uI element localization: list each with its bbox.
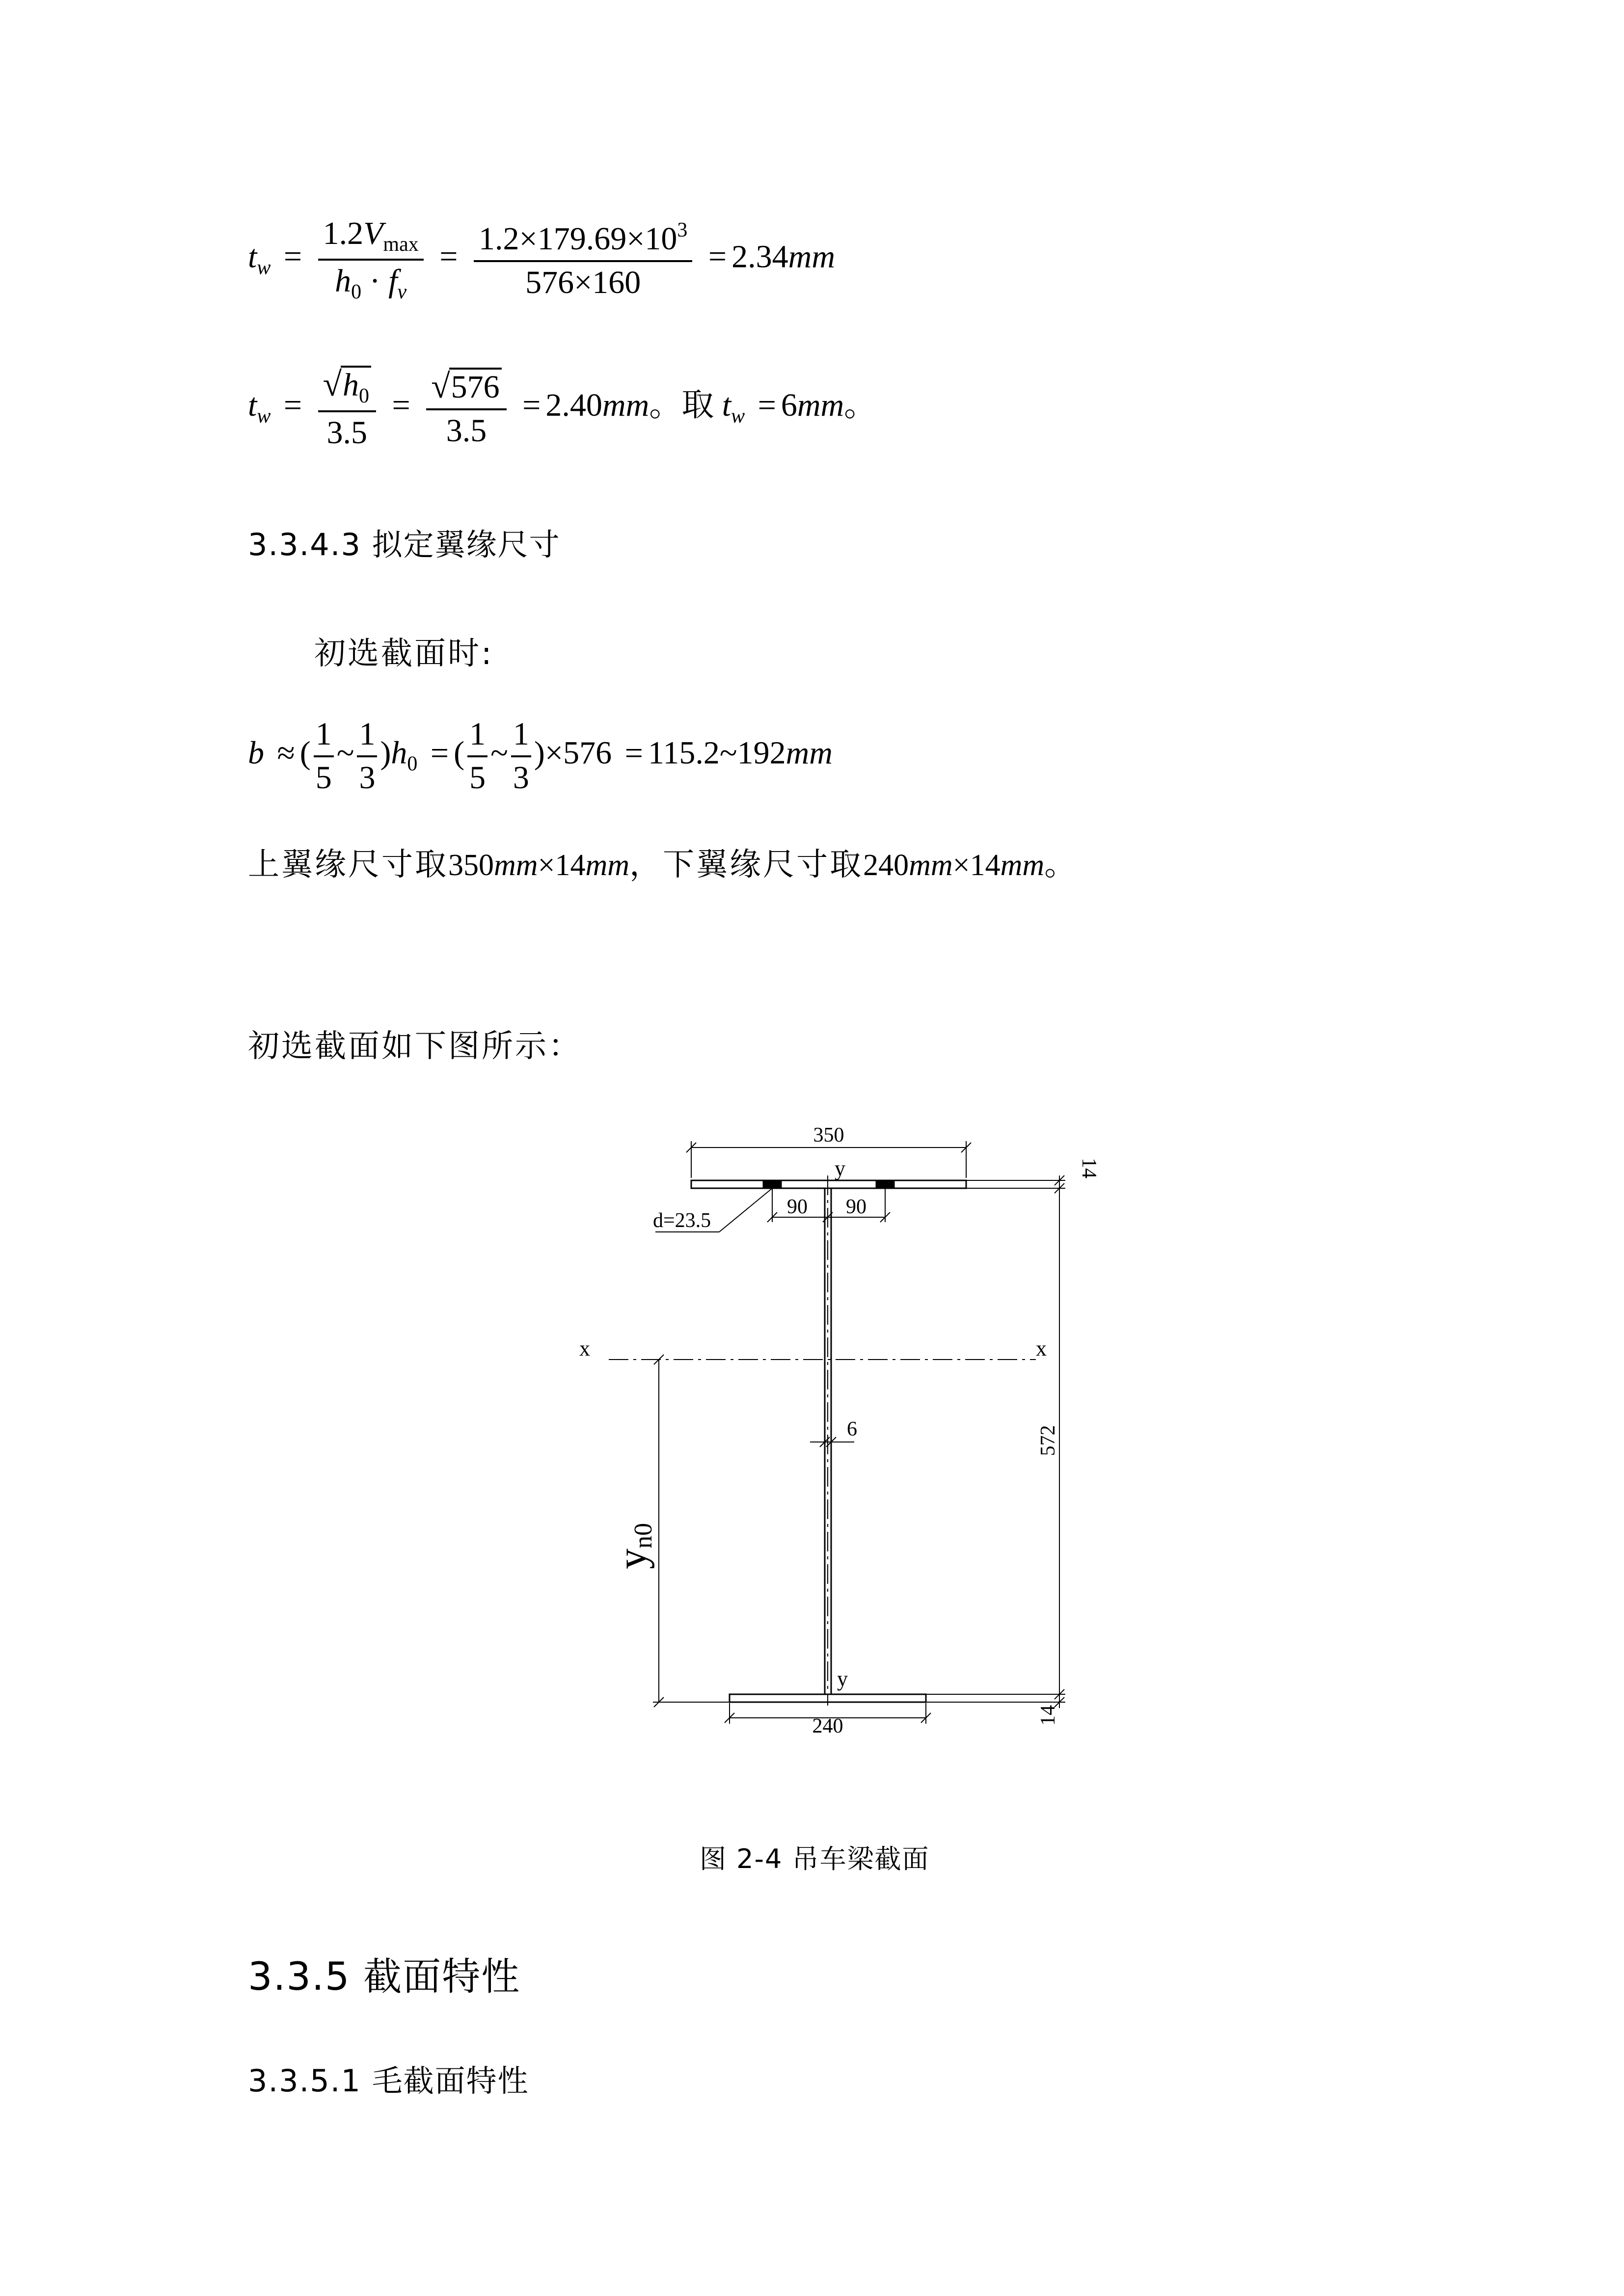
- axis-x-left: x: [579, 1336, 590, 1361]
- fraction-shear-numeric: [474, 219, 692, 300]
- f1-num: 1: [314, 717, 334, 757]
- axis-y-bottom: y: [837, 1667, 848, 1691]
- paragraph-initial-selection: 初选截面时:: [314, 636, 494, 672]
- flange-text-1: 上翼缘尺寸取: [248, 847, 448, 883]
- formula-tw-shear: $t_w$ = $\frac{1.2V_{max}}{h_0 \cdot f_v}$ = $\frac{1.2\times 179.69\times 10^3}{576\times 160}$ = 2.34mm: [248, 215, 835, 304]
- tw2-sub: w: [257, 405, 271, 428]
- b-h: h: [391, 735, 407, 771]
- unit-1: mm: [494, 849, 538, 882]
- den-f-sub: v: [397, 281, 407, 304]
- sqrt-h-sub: 0: [359, 385, 370, 407]
- num2: 1.2×179.69×10: [478, 221, 677, 257]
- tw-sqrt-unit: mm: [602, 387, 650, 424]
- sqrt-den2: 3.5: [446, 413, 487, 449]
- unit-3: mm: [909, 849, 953, 882]
- flange-end: 。: [1044, 847, 1076, 883]
- axis-x-right: x: [1036, 1336, 1047, 1361]
- sqrt-h: h: [343, 367, 359, 403]
- take-text: 。取: [649, 386, 714, 424]
- dim-hole-left: 90: [787, 1196, 808, 1218]
- formula-b-range: b ≈ ( $\frac{1}{5}$ ~ $\frac{1}{3}$ )$h_0$ = ( $\frac{1}{5}$ ~ $\frac{1}{3}$ )×576 = 115.2~192mm: [248, 716, 833, 796]
- dim-height: 572: [1037, 1425, 1059, 1456]
- paragraph-flange-sizes: [248, 839, 1076, 884]
- b-var: b: [248, 735, 264, 771]
- approx-sign: ≈: [277, 735, 295, 771]
- take-sub: w: [731, 405, 745, 428]
- tw-sqrt-result: 2.40: [545, 387, 602, 424]
- heading-335: 3.3.5 截面特性: [248, 1955, 521, 1999]
- b-unit: mm: [785, 735, 833, 771]
- tw-sub: w: [257, 256, 271, 279]
- fraction-sqrt-numeric: $\frac{√576}{3.5}$: [426, 368, 506, 449]
- shear-v-sub: max: [383, 233, 419, 256]
- take-end: 。: [844, 386, 877, 424]
- dim-top-width: 350: [813, 1124, 844, 1147]
- tilde-2: ~: [490, 735, 508, 771]
- heading-3343: 3.3.4.3 拟定翼缘尺寸: [248, 527, 561, 562]
- f2-num-2: 1: [511, 717, 531, 757]
- num2-sup: 3: [677, 219, 688, 242]
- shear-v: V: [363, 215, 383, 251]
- times-2: ×: [952, 849, 970, 882]
- top-flange: [691, 1180, 966, 1188]
- figure-caption: 图 2-4 吊车梁截面: [700, 1843, 930, 1874]
- fraction-one-fifth: [314, 717, 334, 796]
- heading-3351: 3.3.5.1 毛截面特性: [248, 2063, 529, 2099]
- fraction-one-third: [357, 717, 377, 796]
- formula-tw-sqrt: $t_w$ = $\frac{√h_0}{3.5}$ = $\frac{√576}{3.5}$ = 2.40mm。取 $t_w = 6mm$。: [248, 366, 877, 451]
- flange-upper-t: 14: [555, 849, 586, 882]
- den-dot: ·: [369, 263, 380, 299]
- b-result: 115.2: [648, 735, 720, 771]
- take-val: 6: [781, 387, 797, 424]
- dim-hole-right: 90: [846, 1196, 866, 1218]
- den-f: f: [388, 263, 398, 299]
- tilde-3: ~: [719, 735, 737, 771]
- fraction-sqrt-symbolic: $\frac{√h_0}{3.5}$: [318, 366, 376, 451]
- fraction-one-third-2: [511, 717, 531, 796]
- yn0-sub: n0: [629, 1523, 657, 1548]
- flange-text-2: ，下翼缘尺寸取: [629, 847, 864, 883]
- b-result2: 192: [737, 735, 786, 771]
- unit-2: mm: [585, 849, 630, 882]
- paragraph-section-shown: 初选截面如下图所示：: [248, 1028, 582, 1065]
- section-diagram: [565, 1114, 1105, 1752]
- sqrt-576: 576: [449, 368, 502, 405]
- f1-den-2: 5: [469, 759, 486, 796]
- f2-den-2: 3: [513, 759, 529, 796]
- b-h-sub: 0: [407, 752, 418, 775]
- dim-bottom-thick: 14: [1037, 1705, 1059, 1726]
- f2-num: 1: [357, 717, 377, 757]
- unit-4: mm: [1000, 849, 1045, 882]
- fraction-shear-symbolic: [318, 216, 424, 303]
- flange-lower-t: 14: [970, 849, 1001, 882]
- dim-bottom-width: 240: [812, 1715, 843, 1737]
- take-unit: mm: [797, 387, 844, 424]
- tw-var: t: [248, 239, 257, 275]
- f2-den: 3: [359, 759, 376, 796]
- f1-den: 5: [315, 759, 332, 796]
- shear-coef: 1.2: [323, 215, 364, 251]
- sqrt-den1: 3.5: [326, 415, 368, 451]
- times-576: ×576: [544, 735, 612, 771]
- fraction-one-fifth-2: [467, 717, 487, 796]
- den-h-sub: 0: [351, 281, 362, 304]
- yn0-main: y: [609, 1548, 655, 1569]
- times-1: ×: [538, 849, 555, 882]
- den2: 576×160: [525, 264, 641, 300]
- tw-shear-unit: mm: [788, 239, 835, 275]
- den-h: h: [335, 263, 352, 299]
- hole-label: d=23.5: [653, 1209, 711, 1232]
- take-var: t: [722, 387, 731, 424]
- yn0-label: [609, 1523, 657, 1569]
- flange-lower: 240: [863, 849, 909, 882]
- axis-y-top: y: [835, 1156, 845, 1180]
- dim-top-thick: 14: [1078, 1158, 1100, 1178]
- dim-web: 6: [847, 1418, 857, 1441]
- tilde-1: ~: [336, 735, 354, 771]
- bolt-hole-left: [763, 1180, 781, 1188]
- tw2-var: t: [248, 387, 257, 424]
- bolt-hole-right: [876, 1180, 894, 1188]
- flange-upper: 350: [448, 849, 494, 882]
- f1-num-2: 1: [467, 717, 487, 757]
- tw-shear-result: 2.34: [731, 239, 788, 275]
